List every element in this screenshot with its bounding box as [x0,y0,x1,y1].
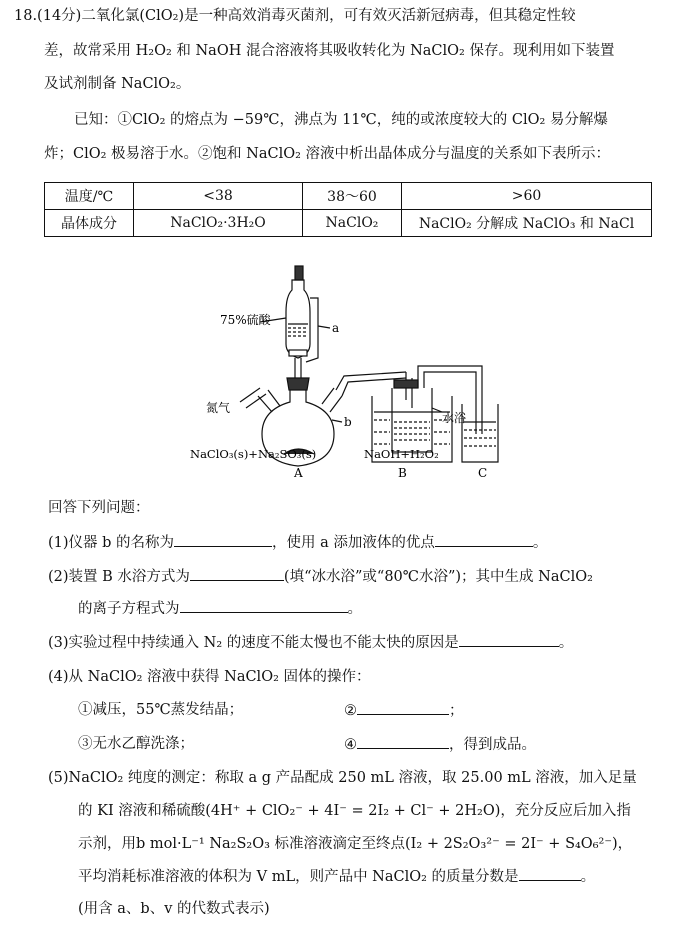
question-3-end: 。 [558,635,574,651]
apparatus-c-label: C [478,466,488,480]
question-4: (4)从 NaClO₂ 溶液中获得 NaClO₂ 固体的操作： [48,669,371,685]
answer-blank-5[interactable] [519,866,581,881]
question-stem-line-2: 差，故常采用 H₂O₂ 和 NaOH 混合溶液将其吸收转化为 NaClO₂ 保存。现利用如下装置 [44,43,615,59]
stopcock [289,350,307,356]
b-stopper [394,380,418,388]
question-3-text: (3)实验过程中持续通入 N₂ 的速度不能太慢也不能太快的原因是 [48,635,459,651]
beaker-c [462,404,498,462]
answer-blank-1a[interactable] [174,532,272,547]
step-4-label: ④ [344,737,357,753]
question-5-end: 。 [580,869,596,885]
question-2-text-c: 的离子方程式为 [78,601,180,617]
step-4-end: ，得到成品。 [449,737,536,753]
question-2 [48,566,593,587]
step-2-label: ② [344,703,357,719]
question-2-line-2 [78,598,362,619]
answer-blank-2b[interactable] [180,598,348,613]
step-2 [344,700,464,721]
question-5-line-5: (用含 a、b、v 的代数式表示) [78,901,270,917]
question-5-line-3: 示剂，用b mol·L⁻¹ Na₂S₂O₃ 标准溶液滴定至终点(I₂ + 2S₂O₃²⁻ = 2I⁻ + S₄O₆²⁻)， [78,836,633,852]
question-1-text-b: ，使用 a 添加液体的优点 [272,535,435,551]
apparatus-diagram [180,262,520,487]
question-2-text-a: (2)装置 B 水浴方式为 [48,569,190,585]
apparatus-a-label: A [294,466,303,480]
reagent-b-label: NaOH+H₂O₂ [364,447,439,461]
table-cell: NaClO₂ [303,210,402,237]
apparatus-b-label: B [398,466,407,480]
answer-blank-4a[interactable] [357,700,449,715]
question-3 [48,632,573,653]
table-cell: 38～60 [303,183,402,210]
answer-blank-3[interactable] [459,632,559,647]
question-1 [48,532,547,553]
known-info-line-2: 炸；ClO₂ 极易溶于水。②饱和 NaClO₂ 溶液中析出晶体成分与温度的关系如下表所示： [44,146,611,162]
table-cell: NaClO₂ 分解成 NaClO₃ 和 NaCl [402,210,652,237]
table-cell: 温度/℃ [45,183,134,210]
table-row [45,210,652,237]
funnel-stopper [295,266,303,280]
flask-stopper [287,378,309,390]
answer-blank-1b[interactable] [435,532,533,547]
question-2-text-b: (填“冰水浴”或“80℃水浴”)；其中生成 NaClO₂ [283,569,593,585]
answer-intro: 回答下列问题： [48,500,150,516]
water-bath-label: 水浴 [442,411,467,425]
flask-b-label: b [344,415,352,429]
table-cell: <38 [134,183,303,210]
question-stem-line-1: 18.(14分)二氧化氯(ClO₂)是一种高效消毒灭菌剂，可有效灭活新冠病毒，但其稳定性较 [14,8,576,24]
table-cell: 晶体成分 [45,210,134,237]
question-stem-line-3: 及试剂制备 NaClO₂。 [44,76,191,92]
step-4 [344,734,536,755]
table-row [45,183,652,210]
step-3: ③无水乙醇洗涤； [78,736,194,752]
question-1-text-a: (1)仪器 b 的名称为 [48,535,175,551]
answer-blank-4b[interactable] [357,734,449,749]
question-5-line-1: (5)NaClO₂ 纯度的测定：称取 a g 产品配成 250 mL 溶液，取 25.00 mL 溶液，加入足量 [48,770,637,786]
reagent-a-label: NaClO₃(s)+Na₂SO₃(s) [190,447,317,461]
answer-blank-2a[interactable] [190,566,284,581]
step-2-end: ； [449,703,464,719]
question-2-end: 。 [347,601,362,617]
nitrogen-label: 氮气 [206,401,231,415]
table-cell: NaClO₂·3H₂O [134,210,303,237]
question-5-line-4 [78,866,595,887]
step-1: ①减压，55℃蒸发结晶； [78,702,244,718]
dropping-funnel-a [286,280,310,358]
funnel-a-label: a [332,321,340,335]
question-1-end: 。 [532,535,548,551]
table-cell: >60 [402,183,652,210]
crystal-temperature-table [44,182,652,237]
acid-label: 75%硫酸 [220,313,271,327]
question-5-text: 平均消耗标准溶液的体积为 V mL，则产品中 NaClO₂ 的质量分数是 [78,869,519,885]
known-info-line-1: 已知：①ClO₂ 的熔点为 −59℃，沸点为 11℃，纯的或浓度较大的 ClO₂ 易分解爆 [74,112,608,128]
question-5-line-2: 的 KI 溶液和稀硫酸(4H⁺ + ClO₂⁻ + 4I⁻ = 2I₂ + Cl⁻ + 2H₂O)，充分反应后加入指 [78,803,631,819]
